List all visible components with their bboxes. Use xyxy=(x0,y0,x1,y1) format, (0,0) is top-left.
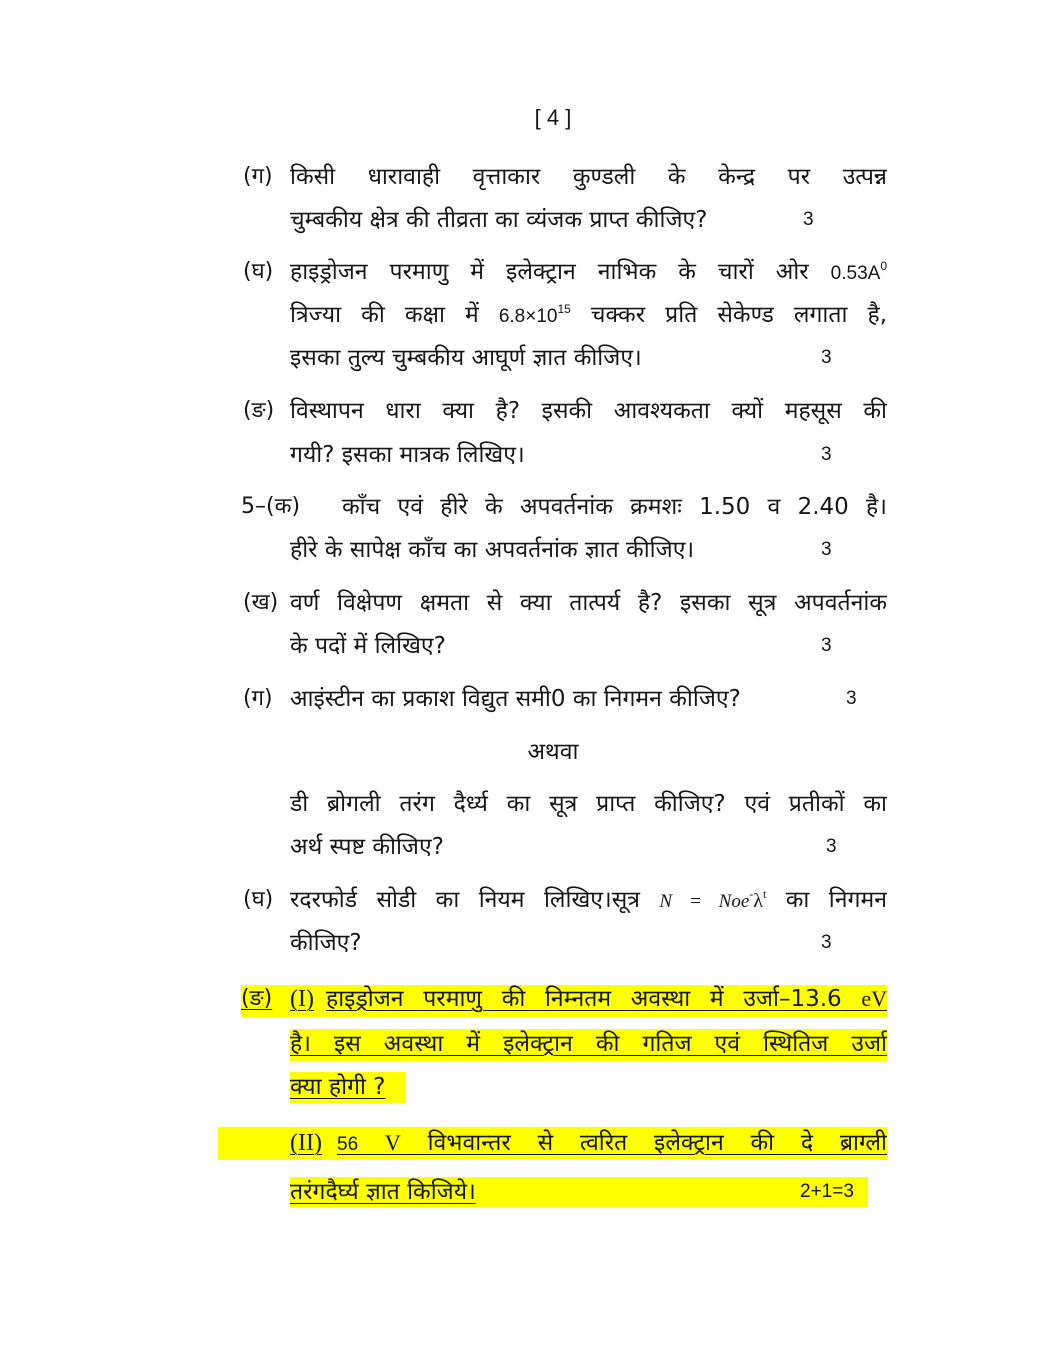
decay-formula-main: N = Noe xyxy=(659,891,750,912)
q5-ga-marks: 3 xyxy=(846,688,857,709)
q5-nga-part1-label: (I) xyxy=(290,986,314,1012)
revolutions-base: 6.8×10 xyxy=(498,306,558,327)
page-number: [ 4 ] xyxy=(534,105,572,130)
q4-gha-marks: 3 xyxy=(821,347,832,368)
q4-nga-label: (ङ) xyxy=(243,398,275,423)
revolutions-exponent: 15 xyxy=(557,302,571,316)
q5-nga-part1-line-2: है। इस अवस्था में इलेक्ट्रान की गतिज एवं स्थितिज उर्जा xyxy=(290,1031,887,1057)
decay-formula-sign: - xyxy=(749,887,754,901)
q5-gha-line-1-pre: रदरफोर्ड सोडी का नियम लिखिए।सूत्र xyxy=(290,887,640,913)
q5-nga-part2-line-2: तरंगदैर्घ्य ज्ञात किजिये। xyxy=(290,1179,476,1205)
bohr-radius-value xyxy=(830,259,887,284)
q4-nga-line-2: गयी? इसका मात्रक लिखिए। xyxy=(290,442,525,468)
q5-ga-alt-marks: 3 xyxy=(826,836,837,857)
q5-ka-label: 5–(क) xyxy=(241,494,301,519)
q5-gha-label: (घ) xyxy=(243,887,274,912)
q5-ga-alt-line-1: डी ब्रोगली तरंग दैर्ध्य का सूत्र प्राप्त कीजिए? एवं प्रतीकों का xyxy=(290,791,887,817)
q5-ga-alt-line-2: अर्थ स्पष्ट कीजिए? xyxy=(290,834,444,860)
q5-nga-part2-label: (II) xyxy=(290,1130,322,1156)
revolutions-value xyxy=(498,302,571,327)
or-separator: अथवा xyxy=(527,739,579,765)
potential-value: 56 xyxy=(337,1134,359,1155)
q5-kha-marks: 3 xyxy=(821,635,832,656)
q5-ka-line-2: हीरे के सापेक्ष काँच का अपवर्तनांक ज्ञात कीजिए। xyxy=(290,537,695,563)
q5-gha-line-1-post: का निगमन xyxy=(785,887,887,913)
q5-nga-marks: 2+1=3 xyxy=(800,1181,854,1202)
q5-kha-line-1: वर्ण विक्षेपण क्षमता से क्या तात्पर्य है? इसका सूत्र अपवर्तनांक xyxy=(290,590,887,616)
q5-nga-part1-line-1 xyxy=(326,982,887,1016)
decay-formula xyxy=(659,887,766,913)
q5-nga-part1-line-3: क्या होगी ? xyxy=(290,1074,386,1100)
q4-gha-label: (घ) xyxy=(243,259,274,284)
bohr-radius-number: 0.53A xyxy=(830,263,881,284)
q5-nga-part2-line-1-text: विभवान्तर से त्वरित इलेक्ट्रान की दे ब्राग्ली xyxy=(427,1130,887,1156)
q4-ga-line-1: किसी धारावाही वृत्ताकार कुण्डली के केन्द्र पर उत्पन्न xyxy=(290,164,887,190)
q5-nga-part1-line-1-text: हाइड्रोजन परमाणु की निम्नतम अवस्था में उर्जा–13.6 xyxy=(326,986,842,1012)
q4-nga-marks: 3 xyxy=(821,444,832,465)
potential-unit: V xyxy=(384,1130,401,1155)
q4-gha-line-1 xyxy=(290,255,887,289)
q4-ga-line-2: चुम्बकीय क्षेत्र की तीव्रता का व्यंजक प्राप्त कीजिए? xyxy=(290,207,708,233)
q4-gha-line-3: इसका तुल्य चुम्बकीय आघूर्ण ज्ञात कीजिए। xyxy=(290,345,642,371)
q5-nga-part2-line-1 xyxy=(337,1126,887,1160)
q4-ga-label: (ग) xyxy=(243,164,273,189)
q5-ka-line-1: काँच एवं हीरे के अपवर्तनांक क्रमशः 1.50 व 2.40 है। xyxy=(342,494,887,520)
q5-kha-line-2: के पदों में लिखिए? xyxy=(290,633,446,659)
bohr-radius-sup: 0 xyxy=(880,259,887,273)
q4-gha-line-2-post: चक्कर प्रति सेकेण्ड लगाता है, xyxy=(590,302,887,328)
q5-kha-label: (ख) xyxy=(243,590,279,615)
q5-nga-label: (ङ) xyxy=(241,986,273,1011)
q5-ga-label: (ग) xyxy=(243,686,273,711)
q4-gha-line-2-pre: त्रिज्या की कक्षा में xyxy=(290,302,479,328)
q5-gha-marks: 3 xyxy=(821,932,832,953)
q5-ka-marks: 3 xyxy=(821,539,832,560)
q4-ga-marks: 3 xyxy=(803,209,814,230)
q4-gha-line-2 xyxy=(290,298,887,332)
q5-gha-line-1 xyxy=(290,883,887,917)
q4-nga-line-1: विस्थापन धारा क्या है? इसकी आवश्यकता क्यों महसूस की xyxy=(290,398,887,424)
energy-unit: eV xyxy=(861,986,887,1011)
decay-formula-lambda: λ xyxy=(753,890,763,912)
q4-gha-line-1-text: हाइड्रोजन परमाणु में इलेक्ट्रान नाभिक के चारों ओर xyxy=(290,259,809,285)
decay-formula-t: t xyxy=(762,887,767,901)
q5-ga-line-1: आइंस्टीन का प्रकाश विद्युत समी0 का निगमन कीजिए? xyxy=(290,686,741,712)
q5-gha-line-2: कीजिए? xyxy=(290,930,362,956)
